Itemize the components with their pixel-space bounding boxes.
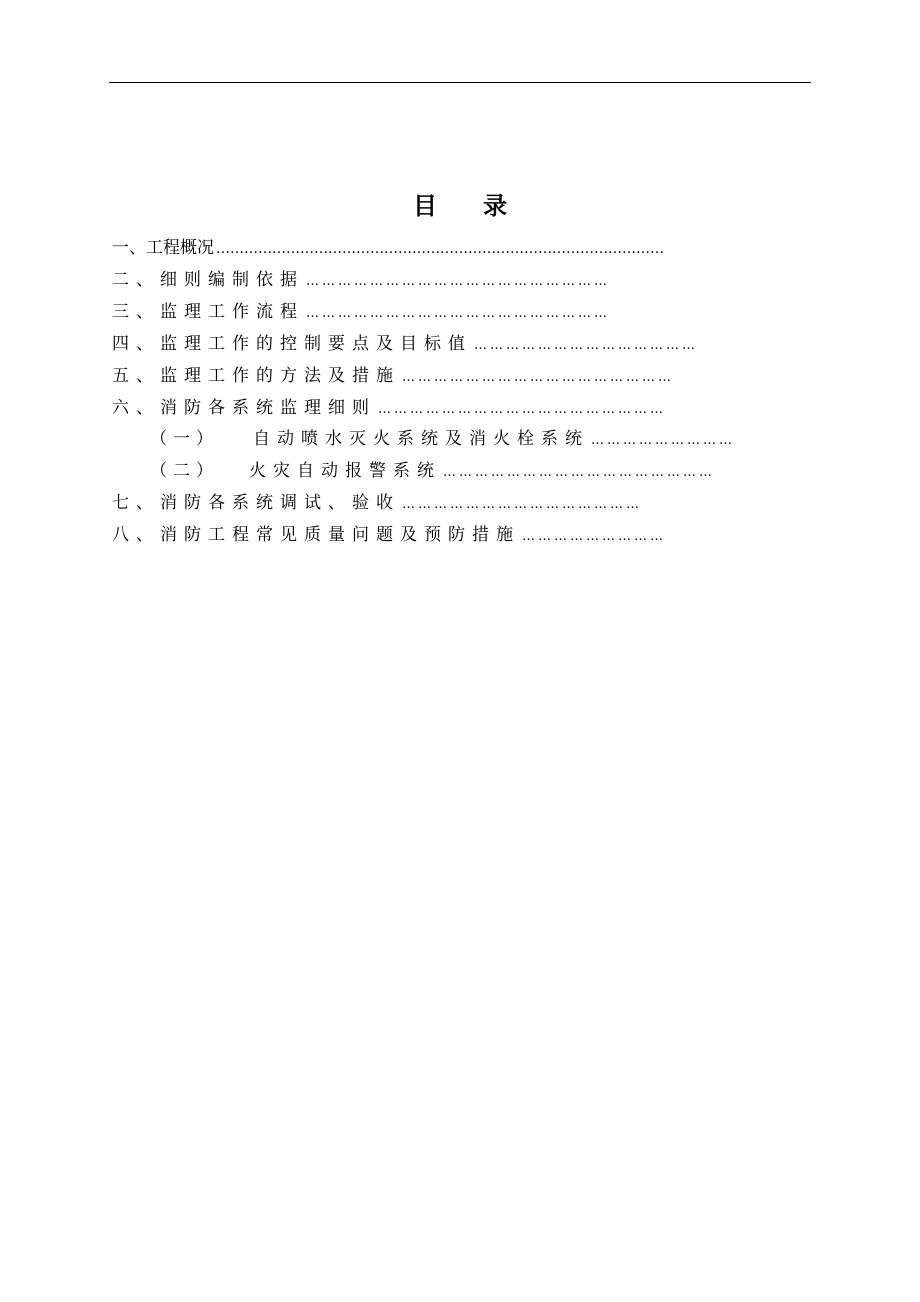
toc-dot-leader: ……………………………………………… [378, 402, 666, 417]
toc-entry-label: 七、消防各系统调试、验收 [112, 493, 400, 513]
toc-entry[interactable] [112, 236, 664, 260]
page-title: 目录 [413, 191, 553, 220]
toc-entry[interactable] [112, 268, 610, 292]
toc-entry-label: 六、消防各系统监理细则 [112, 398, 376, 418]
toc-entry[interactable] [112, 332, 698, 356]
toc-dot-leader: ……………………… [522, 529, 666, 544]
toc-dot-leader: …………………………………… [474, 338, 698, 353]
toc-entry-label: 八、消防工程常见质量问题及预防措施 [112, 525, 520, 545]
toc-entry-label: 三、监理工作流程 [112, 302, 304, 322]
toc-entry-label: 二、细则编制依据 [112, 270, 304, 290]
toc-entry[interactable] [112, 523, 666, 547]
toc-subentry[interactable] [150, 427, 735, 451]
toc-dot-leader: …………………………………………… [443, 465, 715, 480]
toc-subentry-number: （一） [150, 429, 219, 449]
toc-entry[interactable] [112, 491, 642, 515]
toc-subentry-number: （二） [150, 461, 219, 481]
toc-entry-label: 五、监理工作的方法及措施 [112, 366, 400, 386]
toc-dot-leader: ……………………… [591, 433, 735, 448]
toc-dot-leader: ………………………………………………… [306, 306, 610, 321]
toc-subentry-label: 自动喷水灭火系统及消火栓系统 [253, 429, 589, 449]
table-of-contents [0, 0, 920, 600]
toc-entry[interactable] [112, 364, 674, 388]
toc-entry-label: 一、工程概况 [112, 238, 214, 258]
toc-subentry[interactable] [150, 459, 715, 483]
toc-dot-leader: …………………………………………………………………………………… [216, 241, 664, 257]
toc-dot-leader: …………………………………………… [402, 370, 674, 385]
toc-entry[interactable] [112, 300, 610, 324]
toc-dot-leader: ………………………………………………… [306, 274, 610, 289]
toc-entry[interactable] [112, 396, 666, 420]
toc-entry-label: 四、监理工作的控制要点及目标值 [112, 334, 472, 354]
toc-subentry-label: 火灾自动报警系统 [249, 461, 441, 481]
toc-dot-leader: ……………………………………… [402, 497, 642, 512]
